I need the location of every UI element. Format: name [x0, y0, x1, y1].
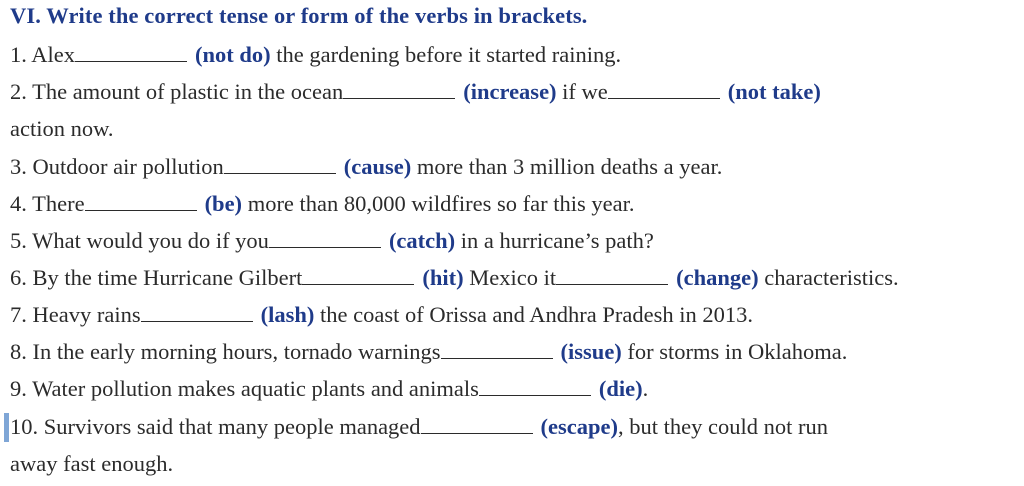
- item-text: for storms in Oklahoma.: [621, 339, 848, 364]
- item-text: action now.: [10, 116, 114, 141]
- item-number: 6.: [10, 265, 27, 290]
- exercise-title: VI. Write the correct tense or form of the verbs in brackets.: [10, 3, 588, 28]
- item-text: characteristics.: [758, 265, 899, 290]
- answer-blank[interactable]: [421, 416, 533, 434]
- item-number: 1.: [10, 42, 27, 67]
- cursor-marker: [4, 413, 9, 442]
- exercise-item-9: [10, 375, 648, 403]
- answer-blank[interactable]: [302, 267, 414, 285]
- item-number: 8.: [10, 339, 27, 364]
- item-text: Mexico it: [463, 265, 557, 290]
- exercise-item-10-continued: [10, 450, 173, 478]
- item-text: in a hurricane’s path?: [455, 228, 654, 253]
- exercise-item-7: [10, 301, 753, 329]
- verb-prompt: (not do): [195, 42, 271, 67]
- answer-blank[interactable]: [85, 193, 197, 211]
- exercise-item-5: [10, 227, 654, 255]
- verb-prompt: (lash): [260, 302, 315, 327]
- answer-blank[interactable]: [224, 156, 336, 174]
- verb-prompt: (cause): [343, 154, 412, 179]
- item-text: if we: [556, 79, 608, 104]
- item-text: Survivors said that many people managed: [43, 414, 421, 439]
- item-text: Outdoor air pollution: [32, 154, 224, 179]
- item-text: away fast enough.: [10, 451, 174, 476]
- answer-blank[interactable]: [343, 81, 455, 99]
- item-text: the coast of Orissa and Andhra Pradesh in 2013.: [314, 302, 754, 327]
- answer-blank[interactable]: [608, 81, 720, 99]
- verb-prompt: (be): [204, 191, 243, 216]
- exercise-item-2-continued: [10, 115, 114, 143]
- item-text: the gardening before it started raining.: [270, 42, 622, 67]
- exercise-item-4: [10, 190, 634, 218]
- verb-prompt: (change): [676, 265, 759, 290]
- item-text: By the time Hurricane Gilbert: [32, 265, 303, 290]
- verb-prompt: (escape): [540, 414, 619, 439]
- item-text: Water pollution makes aquatic plants and animals: [32, 376, 479, 401]
- answer-blank[interactable]: [479, 378, 591, 396]
- answer-blank[interactable]: [141, 304, 253, 322]
- exercise-item-6: [10, 264, 899, 292]
- verb-prompt: (increase): [463, 79, 557, 104]
- item-text: There: [32, 191, 85, 216]
- verb-prompt: (catch): [388, 228, 456, 253]
- answer-blank[interactable]: [75, 44, 187, 62]
- item-text: .: [642, 376, 649, 401]
- item-text: Alex: [31, 42, 76, 67]
- item-text: In the early morning hours, tornado warnings: [32, 339, 441, 364]
- exercise-item-1: [10, 41, 621, 69]
- item-text: , but they could not run: [618, 414, 828, 439]
- item-number: 9.: [10, 376, 27, 401]
- answer-blank[interactable]: [556, 267, 668, 285]
- exercise-item-10: [10, 413, 828, 441]
- item-text: The amount of plastic in the ocean: [32, 79, 344, 104]
- item-text: more than 80,000 wildfires so far this year.: [242, 191, 635, 216]
- item-number: 4.: [10, 191, 27, 216]
- item-number: 3.: [10, 154, 27, 179]
- answer-blank[interactable]: [269, 230, 381, 248]
- verb-prompt: (issue): [560, 339, 622, 364]
- item-number: 2.: [10, 79, 27, 104]
- exercise-item-3: [10, 153, 722, 181]
- item-number: 10.: [10, 414, 39, 439]
- exercise-item-2: [10, 78, 821, 106]
- item-number: 5.: [10, 228, 27, 253]
- verb-prompt: (hit): [422, 265, 464, 290]
- item-text: What would you do if you: [32, 228, 269, 253]
- exercise-item-8: [10, 338, 847, 366]
- verb-prompt: (not take): [727, 79, 821, 104]
- item-number: 7.: [10, 302, 27, 327]
- item-text: more than 3 million deaths a year.: [411, 154, 723, 179]
- item-text: Heavy rains: [32, 302, 141, 327]
- answer-blank[interactable]: [441, 341, 553, 359]
- verb-prompt: (die): [598, 376, 643, 401]
